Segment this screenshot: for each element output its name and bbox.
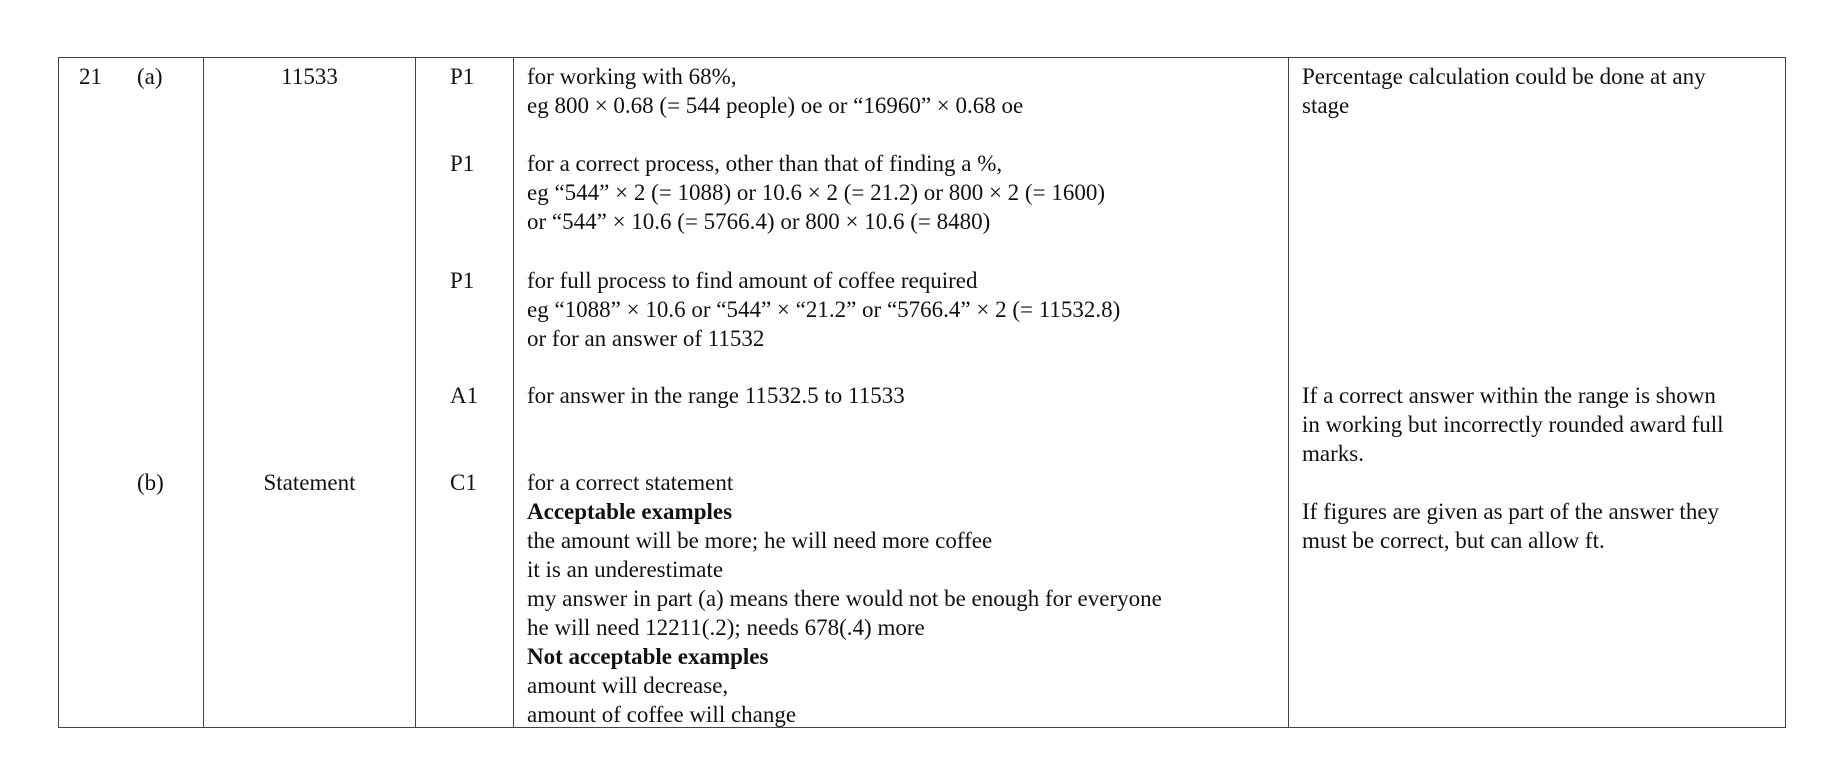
not-acceptable-example: amount will decrease,	[527, 673, 729, 698]
note-line: eg 800 × 0.68 (= 544 people) oe or “16960” × 0.68 oe	[527, 93, 1024, 118]
mark-notes	[527, 266, 1120, 353]
column-divider	[1288, 58, 1289, 727]
note-line: eg “544” × 2 (= 1088) or 10.6 × 2 (= 21.2) or 800 × 2 (= 1600)	[527, 180, 1105, 205]
column-divider	[415, 58, 416, 727]
note-line: or “544” × 10.6 (= 5766.4) or 800 × 10.6 (= 8480)	[527, 209, 991, 234]
not-acceptable-heading: Not acceptable examples	[527, 644, 769, 669]
note-line: for a correct statement	[527, 470, 734, 495]
mark-code: C1	[450, 470, 477, 495]
note-line: eg “1088” × 10.6 or “544” × “21.2” or “5766.4” × 2 (= 11532.8)	[527, 297, 1121, 322]
mark-code: P1	[450, 151, 475, 176]
part-label-a: (a)	[137, 64, 163, 89]
note-line: for answer in the range 11532.5 to 11533	[527, 383, 905, 408]
acceptable-example: it is an underestimate	[527, 557, 724, 582]
not-acceptable-example: amount of coffee will change	[527, 702, 797, 727]
acceptable-example: my answer in part (a) means there would not be enough for everyone	[527, 586, 1162, 611]
guidance-line: stage	[1302, 93, 1350, 118]
guidance-line: If a correct answer within the range is shown	[1302, 383, 1716, 408]
acceptable-heading: Acceptable examples	[527, 499, 733, 524]
guidance-line: marks.	[1302, 441, 1364, 466]
question-number: 21	[79, 64, 102, 89]
note-line: for working with 68%,	[527, 64, 737, 89]
note-line: for full process to find amount of coffee required	[527, 268, 978, 293]
mark-code: P1	[450, 64, 475, 89]
guidance-note	[1302, 381, 1724, 468]
note-line: for a correct process, other than that of finding a %,	[527, 151, 1003, 176]
guidance-line: If figures are given as part of the answer they	[1302, 499, 1720, 524]
guidance-line: in working but incorrectly rounded award full	[1302, 412, 1724, 437]
mark-notes	[527, 381, 905, 410]
guidance-note	[1302, 497, 1719, 555]
guidance-line: must be correct, but can allow ft.	[1302, 528, 1605, 553]
mark-code: A1	[450, 383, 479, 408]
mark-notes	[527, 468, 1162, 729]
answer-a: 11533	[281, 64, 338, 89]
mark-notes	[527, 62, 1023, 120]
note-line: or for an answer of 11532	[527, 326, 765, 351]
acceptable-example: he will need 12211(.2); needs 678(.4) more	[527, 615, 925, 640]
acceptable-example: the amount will be more; he will need more coffee	[527, 528, 993, 553]
mark-code: P1	[450, 268, 475, 293]
guidance-line: Percentage calculation could be done at any	[1302, 64, 1706, 89]
mark-scheme-table	[58, 57, 1786, 728]
column-divider	[513, 58, 514, 727]
guidance-note	[1302, 62, 1706, 120]
part-label-b: (b)	[137, 470, 164, 495]
mark-notes	[527, 149, 1105, 236]
answer-b: Statement	[263, 470, 356, 495]
column-divider	[203, 58, 204, 727]
